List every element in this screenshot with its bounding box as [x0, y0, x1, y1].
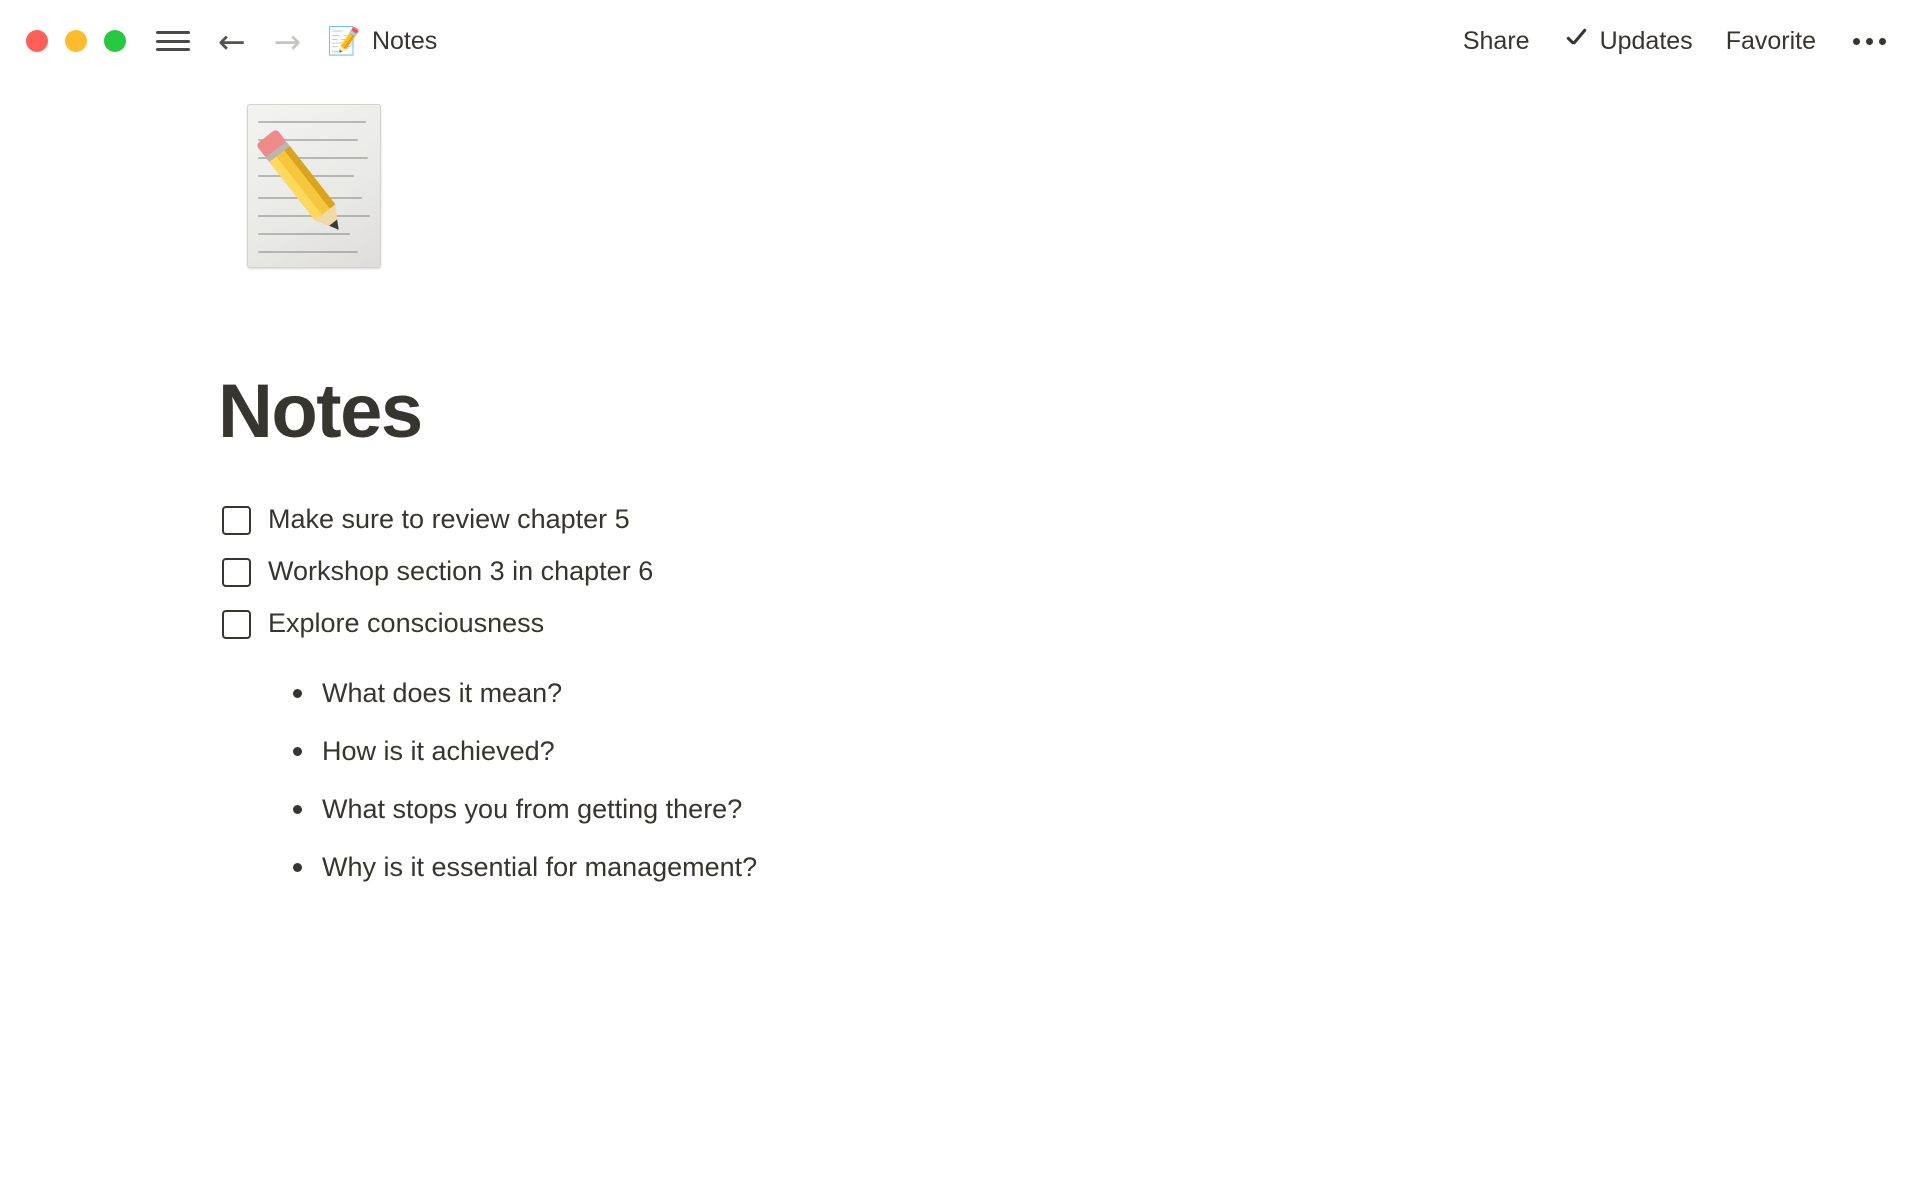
page-content [0, 82, 1920, 896]
todo-list [218, 494, 1920, 896]
close-window-button[interactable] [26, 30, 48, 52]
pencil-graphic [243, 118, 363, 250]
bullet-label: Why is it essential for management? [322, 851, 758, 882]
hamburger-line [156, 48, 190, 51]
check-icon [1563, 28, 1589, 54]
bullet-icon [293, 689, 302, 698]
updates-label: Updates [1599, 26, 1693, 55]
memo-icon: 📝 [327, 25, 361, 56]
minimize-window-button[interactable] [65, 30, 87, 52]
ellipsis-dot [1879, 38, 1886, 45]
breadcrumb[interactable] [327, 27, 437, 56]
todo-checkbox[interactable] [222, 506, 251, 535]
maximize-window-button[interactable] [104, 30, 126, 52]
favorite-button[interactable]: Favorite [1725, 26, 1816, 55]
list-item[interactable] [290, 780, 1920, 838]
traffic-light-buttons [26, 30, 126, 52]
ellipsis-dot [1866, 38, 1873, 45]
list-item[interactable] [290, 838, 1920, 896]
window-titlebar [0, 0, 1920, 82]
bullet-icon [293, 863, 302, 872]
todo-checkbox[interactable] [222, 558, 251, 587]
bullet-label: How is it achieved? [322, 735, 555, 766]
page-emoji-icon[interactable] [233, 90, 381, 268]
todo-label: Explore consciousness [268, 608, 545, 639]
ellipsis-dot [1853, 38, 1860, 45]
bullet-label: What stops you from getting there? [322, 793, 743, 824]
arrow-right-icon[interactable]: → [273, 21, 302, 61]
hamburger-menu-icon[interactable] [156, 28, 190, 54]
todo-item[interactable] [218, 546, 1920, 598]
breadcrumb-label: Notes [371, 26, 438, 55]
share-button[interactable]: Share [1462, 26, 1530, 55]
todo-checkbox[interactable] [222, 610, 251, 639]
todo-label: Make sure to review chapter 5 [268, 504, 630, 535]
navigation-arrows [218, 21, 302, 61]
todo-label: Workshop section 3 in chapter 6 [268, 556, 654, 587]
list-item[interactable] [290, 664, 1920, 722]
more-options-icon[interactable] [1849, 38, 1886, 45]
arrow-left-icon[interactable]: ← [218, 21, 246, 61]
todo-item[interactable] [218, 598, 1920, 650]
topbar-actions [1463, 27, 1894, 56]
todo-item[interactable] [218, 494, 1920, 546]
bullet-icon [293, 747, 302, 756]
hamburger-line [156, 40, 190, 43]
bullet-icon [293, 805, 302, 814]
bullet-list [218, 664, 1920, 896]
bullet-label: What does it mean? [322, 677, 563, 708]
hamburger-line [156, 31, 190, 34]
list-item[interactable] [290, 722, 1920, 780]
updates-button[interactable] [1563, 27, 1693, 56]
page-title: Notes [218, 369, 422, 454]
